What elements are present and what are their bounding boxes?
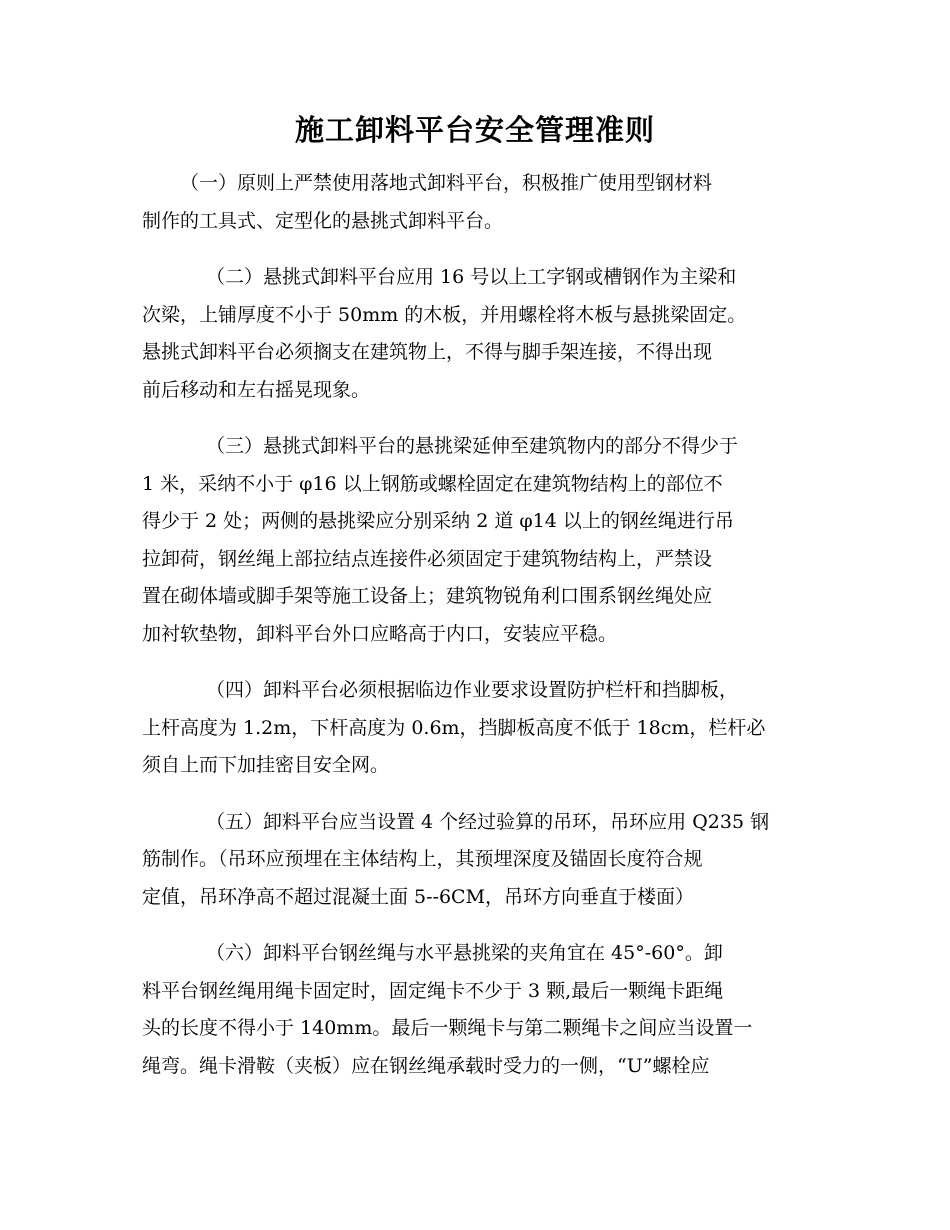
paragraph-line: 筋制作。（吊环应预埋在主体结构上，其预埋深度及锚固长度符合规 [142, 848, 703, 870]
paragraph-line: 须自上而下加挂密目安全网。 [142, 754, 390, 776]
paragraph-line: 拉卸荷，钢丝绳上部拉结点连接件必须固定于建筑物结构上，严禁设 [142, 547, 713, 570]
paragraph-line: （一）原则上严禁使用落地式卸料平台，积极推广使用型钢材料 [180, 172, 713, 194]
paragraph-line: （二）悬挑式卸料平台应用 16 号以上工字钢或槽钢作为主梁和 [206, 266, 737, 288]
paragraph-line: 制作的工具式、定型化的悬挑式卸料平台。 [142, 209, 504, 232]
document-title: 施工卸料平台安全管理准则 [294, 113, 655, 147]
paragraph-line: 头的长度不得小于 140mm。最后一颗绳卡与第二颗绳卡之间应当设置一 [142, 1017, 753, 1039]
paragraph-6 [142, 935, 807, 1085]
paragraph-line: 1 米，采纳不小于 φ16 以上钢筋或螺栓固定在建筑物结构上的部位不 [142, 472, 723, 495]
paragraph-line: 得少于 2 处；两侧的悬挑梁应分别采纳 2 道 φ14 以上的钢丝绳进行吊 [142, 510, 734, 532]
paragraph-line: 悬挑式卸料平台必须搁支在建筑物上，不得与脚手架连接，不得出现 [142, 341, 713, 363]
paragraph-2 [142, 259, 807, 409]
paragraph-line: 定值，吊环净高不超过混凝土面 5--6CM，吊环方向垂直于楼面） [142, 885, 695, 908]
paragraph-line: （五）卸料平台应当设置 4 个经过验算的吊环，吊环应用 Q235 钢 [206, 810, 770, 833]
paragraph-3 [142, 428, 807, 653]
paragraph-5 [142, 804, 807, 917]
paragraph-line: 次梁，上铺厚度不小于 50mm 的木板，并用螺栓将木板与悬挑梁固定。 [142, 303, 747, 326]
paragraph-line: （六）卸料平台钢丝绳与水平悬挑梁的夹角宜在 45°-60°。卸 [206, 942, 723, 964]
paragraph-line: 绳弯。绳卡滑鞍（夹板）应在钢丝绳承载时受力的一侧，“U”螺栓应 [142, 1054, 710, 1077]
paragraph-4 [142, 672, 807, 785]
paragraph-1 [142, 165, 807, 240]
paragraph-line: 料平台钢丝绳用绳卡固定时，固定绳卡不少于 3 颗,最后一颗绳卡距绳 [142, 979, 724, 1002]
paragraph-line: 置在砌体墙或脚手架等施工设备上；建筑物锐角利口围系钢丝绳处应 [142, 585, 713, 607]
paragraph-line: （三）悬挑式卸料平台的悬挑梁延伸至建筑物内的部分不得少于 [206, 435, 739, 457]
paragraph-line: （四）卸料平台必须根据临边作业要求设置防护栏杆和挡脚板， [206, 679, 739, 701]
paragraph-line: 上杆高度为 1.2m，下杆高度为 0.6m，挡脚板高度不低于 18cm，栏杆必 [142, 716, 766, 739]
paragraph-line: 加衬软垫物，卸料平台外口应略高于内口，安装应平稳。 [142, 622, 618, 645]
paragraph-line: 前后移动和左右摇晃现象。 [142, 378, 371, 401]
document-body [142, 165, 807, 1104]
